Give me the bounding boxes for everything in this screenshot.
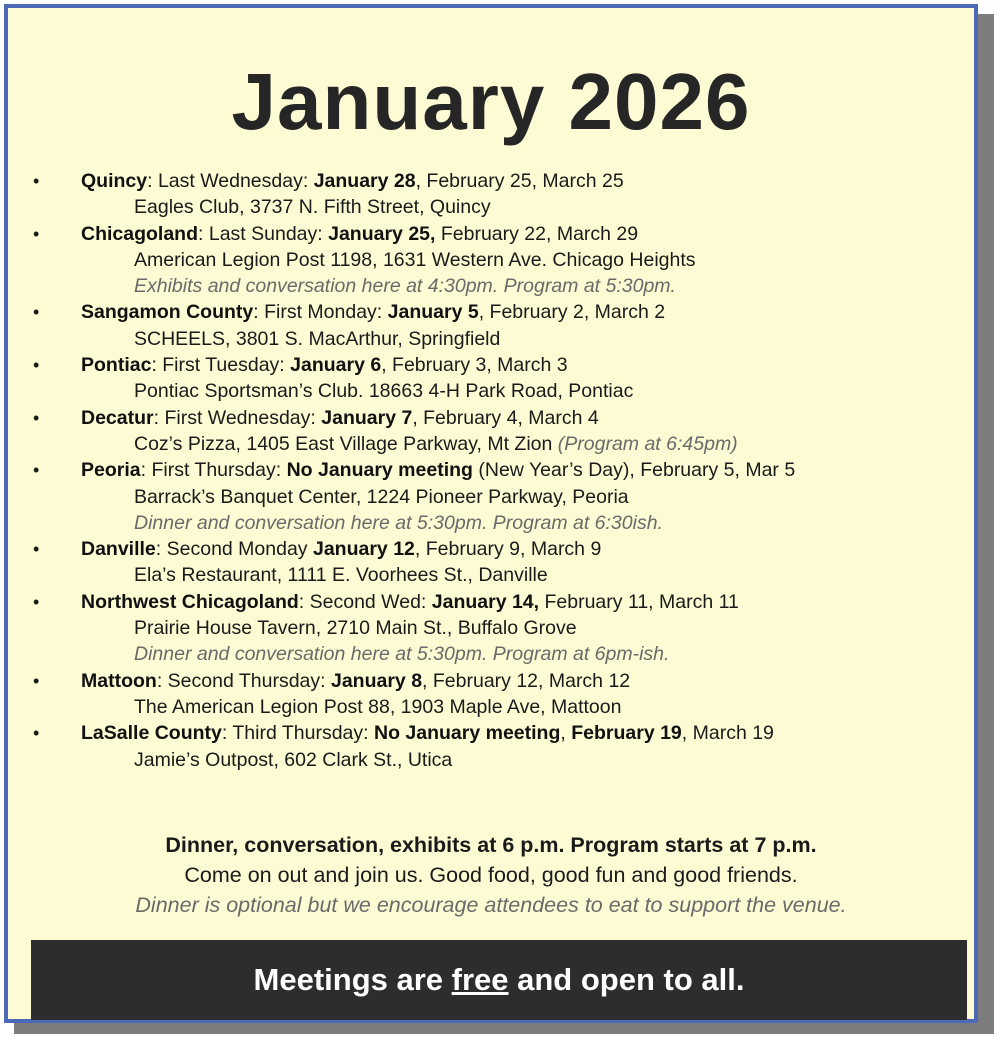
chapter-name: Sangamon County: [81, 301, 254, 324]
bullet-icon: •: [33, 302, 40, 323]
bullet-icon: •: [33, 407, 40, 428]
later-dates: , February 4, March 4: [412, 406, 599, 429]
next-meeting-date: January 14,: [431, 590, 540, 613]
venue: Ela’s Restaurant, 1111 E. Voorhees St., Danville: [134, 564, 548, 587]
schedule-text: : First Thursday:: [140, 459, 287, 482]
next-meeting-date: January 28: [313, 170, 416, 192]
meeting-item-pontiac: [28, 352, 968, 405]
program-time-note: (Program at 6:45pm): [557, 432, 738, 455]
chapter-name: Danville: [81, 538, 156, 561]
meeting-item-decatur: [28, 405, 968, 458]
chapter-name: Quincy: [81, 170, 148, 192]
meeting-item-mattoon: [28, 668, 968, 721]
schedule-text: : Second Thursday:: [156, 669, 331, 692]
venue: Jamie’s Outpost, 602 Clark St., Utica: [134, 748, 453, 771]
chapter-name: Chicagoland: [81, 222, 199, 245]
chapter-name: LaSalle County: [81, 722, 222, 745]
meeting-item-quincy: [28, 168, 968, 221]
schedule-text: : Third Thursday:: [221, 722, 374, 745]
bullet-icon: •: [33, 539, 40, 560]
meeting-item-chicagoland: [28, 221, 968, 300]
schedule-text: : First Wednesday:: [153, 406, 322, 429]
later-dates: February 11, March 11: [539, 590, 739, 613]
next-meeting-date: January 7: [321, 406, 413, 429]
bullet-icon: •: [33, 171, 40, 191]
venue: Prairie House Tavern, 2710 Main St., Buffalo Grove: [134, 617, 577, 640]
schedule-line: [81, 354, 568, 376]
schedule-text: : Last Wednesday:: [147, 170, 314, 192]
meeting-item-peoria: [28, 457, 968, 536]
venue: Coz’s Pizza, 1405 East Village Parkway, Mt Zion: [134, 432, 558, 455]
venue-line: [81, 431, 968, 457]
page-title: January 2026: [231, 57, 751, 146]
schedule-text: : Second Wed:: [298, 590, 432, 613]
next-meeting-date: January 5: [387, 301, 479, 324]
footer-info: [8, 830, 974, 920]
later-dates: February 22, March 29: [435, 222, 639, 245]
schedule-line: [81, 591, 739, 613]
next-meeting-date: January 6: [290, 354, 382, 377]
later-dates: , March 19: [681, 722, 774, 745]
next-meeting-date: No January meeting: [373, 722, 561, 745]
schedule-text: : First Monday:: [253, 301, 388, 324]
banner-text-after: and open to all.: [508, 962, 745, 997]
free-meetings-banner: [31, 940, 967, 1020]
schedule-line: [81, 407, 599, 429]
later-dates: , February 12, March 12: [422, 669, 631, 692]
next-meeting-date: January 12: [312, 538, 415, 561]
meeting-note: Dinner and conversation here at 5:30pm. Program at 6:30ish.: [134, 511, 663, 534]
schedule-line: [81, 722, 774, 744]
chapter-name: Peoria: [81, 459, 141, 482]
venue: Barrack’s Banquet Center, 1224 Pioneer Parkway, Peoria: [134, 485, 629, 508]
schedule-line: [81, 670, 630, 692]
meeting-item-danville: [28, 536, 968, 589]
bullet-icon: •: [33, 223, 40, 244]
meeting-item-sangamon-county: [28, 299, 968, 352]
bullet-icon: •: [33, 591, 40, 612]
schedule-text: : Second Monday: [155, 538, 313, 561]
venue: Pontiac Sportsman’s Club. 18663 4-H Park Road, Pontiac: [134, 380, 634, 403]
next-meeting-date: No January meeting: [286, 459, 473, 482]
meeting-item-northwest-chicagoland: [28, 589, 968, 668]
schedule-text: : First Tuesday:: [151, 354, 291, 377]
schedule-line: [81, 223, 638, 245]
meeting-item-lasalle-county: [28, 720, 968, 773]
later-dates: , February 25, March 25: [415, 170, 624, 192]
later-dates: , February 9, March 9: [414, 538, 602, 561]
chapter-name: Decatur: [81, 406, 154, 429]
next-meeting-date: January 8: [330, 669, 423, 692]
bullet-icon: •: [33, 355, 40, 376]
meeting-note: Exhibits and conversation here at 4:30pm. Program at 5:30pm.: [134, 275, 676, 298]
venue: SCHEELS, 3801 S. MacArthur, Springfield: [134, 327, 501, 350]
meeting-list: [28, 168, 968, 773]
later-dates: , February 3, March 3: [381, 354, 568, 377]
bullet-icon: •: [33, 723, 40, 744]
bullet-icon: •: [33, 460, 40, 481]
schedule-line: [81, 459, 795, 481]
venue: The American Legion Post 88, 1903 Maple Ave, Mattoon: [134, 695, 622, 718]
banner-text-before: Meetings are: [253, 962, 452, 997]
chapter-name: Mattoon: [81, 669, 157, 692]
later-dates: , February 2, March 2: [478, 301, 666, 324]
schedule-line: [81, 170, 624, 192]
later-dates: (New Year’s Day), February 5, Mar 5: [472, 459, 796, 482]
venue: Eagles Club, 3737 N. Fifth Street, Quincy: [134, 196, 491, 219]
dinner-note: Dinner is optional but we encourage attendees to eat to support the venue.: [135, 893, 847, 917]
schedule-text: : Last Sunday:: [198, 222, 329, 245]
meeting-note: Dinner and conversation here at 5:30pm. Program at 6pm-ish.: [134, 643, 670, 666]
banner-free-word: free: [451, 962, 509, 997]
date-separator: ,: [560, 722, 572, 745]
next-meeting-date: January 25,: [328, 222, 436, 245]
bullet-icon: •: [33, 670, 40, 691]
chapter-name: Northwest Chicagoland: [81, 590, 299, 613]
schedule-line: [81, 538, 601, 560]
venue: American Legion Post 1198, 1631 Western Ave. Chicago Heights: [134, 248, 696, 271]
meeting-flyer: [4, 4, 978, 1023]
following-meeting-date: February 19: [571, 722, 682, 745]
schedule-summary: Dinner, conversation, exhibits at 6 p.m. Program starts at 7 p.m.: [165, 833, 817, 857]
schedule-line: [81, 301, 665, 323]
invitation-text: Come on out and join us. Good food, good fun and good friends.: [184, 863, 798, 887]
chapter-name: Pontiac: [81, 354, 152, 377]
